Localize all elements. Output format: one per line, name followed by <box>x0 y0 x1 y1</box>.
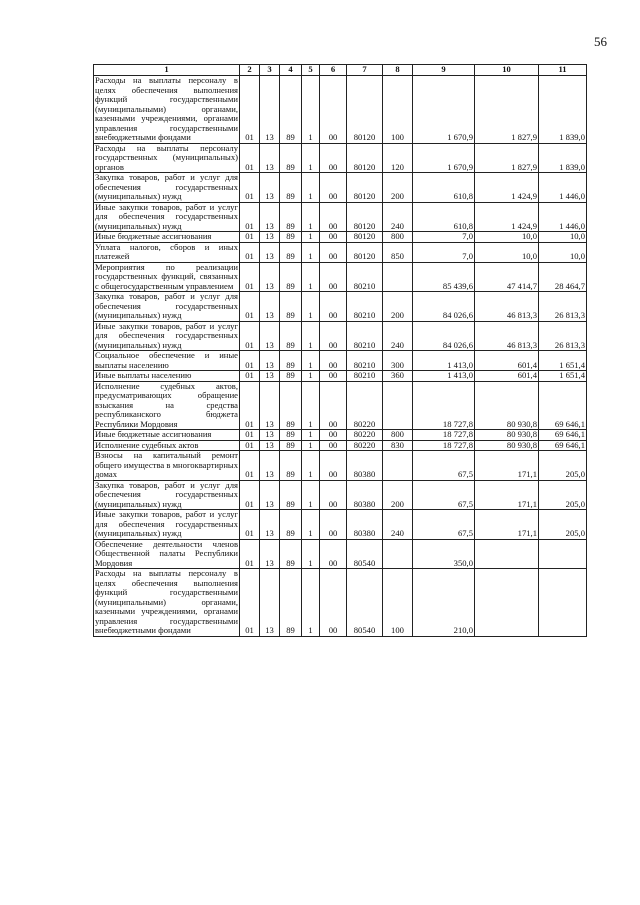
event-code-cell: 00 <box>320 143 347 173</box>
subprogram-code-cell: 1 <box>302 480 320 510</box>
amount-year2-cell: 80 930,8 <box>475 440 539 451</box>
expense-name-cell: Социальное обеспечение и иные выплаты населению <box>95 350 238 370</box>
amount-year3-cell: 26 813,3 <box>539 292 587 322</box>
expense-type-cell: 120 <box>383 143 413 173</box>
amount-year1-cell: 210,0 <box>413 569 475 637</box>
amount-year2-cell: 10,0 <box>475 232 539 243</box>
amount-year3-cell: 69 646,1 <box>539 430 587 441</box>
program-code-cell: 89 <box>280 143 302 173</box>
expense-type-cell: 800 <box>383 430 413 441</box>
direction-code-cell: 80380 <box>347 510 383 540</box>
direction-code-cell: 80380 <box>347 480 383 510</box>
column-header: 6 <box>320 65 347 76</box>
subsection-code-cell: 13 <box>260 292 280 322</box>
amount-year3-cell: 69 646,1 <box>539 440 587 451</box>
program-code-cell: 89 <box>280 569 302 637</box>
direction-code-cell: 80120 <box>347 76 383 144</box>
event-code-cell: 00 <box>320 202 347 232</box>
event-code-cell: 00 <box>320 232 347 243</box>
subprogram-code-cell: 1 <box>302 430 320 441</box>
section-code-cell: 01 <box>240 173 260 203</box>
direction-code-cell: 80220 <box>347 440 383 451</box>
program-code-cell: 89 <box>280 76 302 144</box>
column-header: 5 <box>302 65 320 76</box>
expense-type-cell: 200 <box>383 480 413 510</box>
event-code-cell: 00 <box>320 292 347 322</box>
expense-name-cell: Иные закупки товаров, работ и услуг для обеспечения государственных (муниципальных) нужд <box>95 321 238 350</box>
amount-year2-cell: 601,4 <box>475 351 539 371</box>
table-row <box>94 173 587 203</box>
program-code-cell: 89 <box>280 173 302 203</box>
table-row <box>94 569 587 637</box>
amount-year1-cell: 1 670,9 <box>413 143 475 173</box>
expense-name-cell: Иные выплаты населению <box>94 371 240 382</box>
table-row <box>94 451 587 481</box>
column-header: 4 <box>280 65 302 76</box>
table-row <box>94 371 587 382</box>
section-code-cell: 01 <box>240 242 260 262</box>
subsection-code-cell: 13 <box>260 430 280 441</box>
subprogram-code-cell: 1 <box>302 202 320 232</box>
amount-year2-cell: 1 827,9 <box>475 76 539 144</box>
amount-year2-cell: 46 813,3 <box>475 321 539 351</box>
table-row <box>94 480 587 510</box>
expense-name-cell: Обеспечение деятельности членов Общественной палаты Республики Мордовия <box>95 539 238 568</box>
section-code-cell: 01 <box>240 510 260 540</box>
program-code-cell: 89 <box>280 371 302 382</box>
section-code-cell: 01 <box>240 430 260 441</box>
event-code-cell: 00 <box>320 480 347 510</box>
amount-year3-cell: 69 646,1 <box>539 381 587 430</box>
amount-year2-cell: 171,1 <box>475 451 539 481</box>
subsection-code-cell: 13 <box>260 262 280 292</box>
expense-type-cell: 360 <box>383 371 413 382</box>
expense-type-cell <box>383 451 413 481</box>
amount-year2-cell: 46 813,3 <box>475 292 539 322</box>
amount-year2-cell: 601,4 <box>475 371 539 382</box>
amount-year1-cell: 18 727,8 <box>413 430 475 441</box>
expense-name-cell: Иные закупки товаров, работ и услуг для обеспечения государственных (муниципальных) нужд <box>95 202 238 231</box>
column-header: 11 <box>539 65 587 76</box>
amount-year2-cell <box>475 569 539 637</box>
subprogram-code-cell: 1 <box>302 371 320 382</box>
subprogram-code-cell: 1 <box>302 143 320 173</box>
amount-year3-cell <box>539 539 587 569</box>
event-code-cell: 00 <box>320 351 347 371</box>
section-code-cell: 01 <box>240 143 260 173</box>
table-row <box>94 539 587 569</box>
subprogram-code-cell: 1 <box>302 321 320 351</box>
subsection-code-cell: 13 <box>260 510 280 540</box>
subprogram-code-cell: 1 <box>302 292 320 322</box>
amount-year1-cell: 7,0 <box>413 232 475 243</box>
event-code-cell: 00 <box>320 371 347 382</box>
amount-year2-cell: 80 930,8 <box>475 381 539 430</box>
column-header: 1 <box>94 65 240 76</box>
amount-year3-cell: 1 839,0 <box>539 76 587 144</box>
amount-year1-cell: 1 413,0 <box>413 351 475 371</box>
subprogram-code-cell: 1 <box>302 173 320 203</box>
event-code-cell: 00 <box>320 440 347 451</box>
subsection-code-cell: 13 <box>260 321 280 351</box>
program-code-cell: 89 <box>280 430 302 441</box>
amount-year1-cell: 84 026,6 <box>413 321 475 351</box>
direction-code-cell: 80380 <box>347 451 383 481</box>
direction-code-cell: 80120 <box>347 202 383 232</box>
amount-year3-cell: 1 446,0 <box>539 173 587 203</box>
event-code-cell: 00 <box>320 539 347 569</box>
expense-type-cell <box>383 539 413 569</box>
amount-year2-cell: 1 827,9 <box>475 143 539 173</box>
amount-year1-cell: 67,5 <box>413 451 475 481</box>
direction-code-cell: 80120 <box>347 143 383 173</box>
table-row <box>94 202 587 232</box>
column-header: 9 <box>413 65 475 76</box>
direction-code-cell: 80220 <box>347 381 383 430</box>
expense-type-cell: 240 <box>383 321 413 351</box>
amount-year1-cell: 7,0 <box>413 242 475 262</box>
direction-code-cell: 80120 <box>347 173 383 203</box>
section-code-cell: 01 <box>240 292 260 322</box>
event-code-cell: 00 <box>320 381 347 430</box>
column-header: 10 <box>475 65 539 76</box>
subsection-code-cell: 13 <box>260 381 280 430</box>
amount-year2-cell: 80 930,8 <box>475 430 539 441</box>
subsection-code-cell: 13 <box>260 202 280 232</box>
amount-year1-cell: 67,5 <box>413 510 475 540</box>
event-code-cell: 00 <box>320 510 347 540</box>
program-code-cell: 89 <box>280 292 302 322</box>
expense-type-cell: 200 <box>383 173 413 203</box>
amount-year2-cell: 47 414,7 <box>475 262 539 292</box>
table-row <box>94 440 587 451</box>
expense-name-cell: Закупка товаров, работ и услуг для обеспечения государственных (муниципальных) нужд <box>95 480 238 509</box>
subsection-code-cell: 13 <box>260 371 280 382</box>
event-code-cell: 00 <box>320 76 347 144</box>
section-code-cell: 01 <box>240 480 260 510</box>
section-code-cell: 01 <box>240 371 260 382</box>
subsection-code-cell: 13 <box>260 173 280 203</box>
expense-name-cell: Мероприятия по реализации государственных функций, связанных с общегосударственным управлением <box>95 262 238 291</box>
amount-year3-cell: 1 651,4 <box>539 371 587 382</box>
direction-code-cell: 80210 <box>347 321 383 351</box>
amount-year1-cell: 1 670,9 <box>413 76 475 144</box>
program-code-cell: 89 <box>280 202 302 232</box>
amount-year2-cell: 171,1 <box>475 510 539 540</box>
subsection-code-cell: 13 <box>260 539 280 569</box>
program-code-cell: 89 <box>280 232 302 243</box>
expense-name-cell: Взносы на капитальный ремонт общего имущества в многоквартирных домах <box>95 450 238 479</box>
direction-code-cell: 80210 <box>347 371 383 382</box>
program-code-cell: 89 <box>280 321 302 351</box>
expense-name-cell: Уплата налогов, сборов и иных платежей <box>95 242 238 261</box>
subsection-code-cell: 13 <box>260 76 280 144</box>
expense-name-cell: Расходы на выплаты персоналу государственных (муниципальных) органов <box>95 143 238 172</box>
amount-year3-cell: 28 464,7 <box>539 262 587 292</box>
column-header: 7 <box>347 65 383 76</box>
table-row <box>94 262 587 292</box>
event-code-cell: 00 <box>320 242 347 262</box>
expense-name-cell: Иные закупки товаров, работ и услуг для обеспечения государственных (муниципальных) нужд <box>95 509 238 538</box>
table-row <box>94 430 587 441</box>
table-row <box>94 510 587 540</box>
event-code-cell: 00 <box>320 262 347 292</box>
direction-code-cell: 80220 <box>347 430 383 441</box>
section-code-cell: 01 <box>240 202 260 232</box>
event-code-cell: 00 <box>320 321 347 351</box>
amount-year1-cell: 610,8 <box>413 173 475 203</box>
expense-type-cell: 240 <box>383 202 413 232</box>
amount-year3-cell: 205,0 <box>539 451 587 481</box>
section-code-cell: 01 <box>240 440 260 451</box>
table-row <box>94 232 587 243</box>
event-code-cell: 00 <box>320 430 347 441</box>
amount-year1-cell: 1 413,0 <box>413 371 475 382</box>
amount-year1-cell: 85 439,6 <box>413 262 475 292</box>
subprogram-code-cell: 1 <box>302 262 320 292</box>
subsection-code-cell: 13 <box>260 232 280 243</box>
expense-name-cell: Закупка товаров, работ и услуг для обеспечения государственных (муниципальных) нужд <box>95 172 238 201</box>
page-number: 56 <box>594 34 607 49</box>
amount-year1-cell: 18 727,8 <box>413 381 475 430</box>
direction-code-cell: 80540 <box>347 539 383 569</box>
amount-year1-cell: 67,5 <box>413 480 475 510</box>
amount-year2-cell: 1 424,9 <box>475 202 539 232</box>
direction-code-cell: 80540 <box>347 569 383 637</box>
expense-type-cell: 800 <box>383 232 413 243</box>
column-header: 8 <box>383 65 413 76</box>
subsection-code-cell: 13 <box>260 242 280 262</box>
direction-code-cell: 80210 <box>347 351 383 371</box>
subsection-code-cell: 13 <box>260 143 280 173</box>
subsection-code-cell: 13 <box>260 440 280 451</box>
section-code-cell: 01 <box>240 262 260 292</box>
expense-type-cell <box>383 262 413 292</box>
section-code-cell: 01 <box>240 381 260 430</box>
expense-name-cell: Исполнение судебных актов <box>94 440 240 451</box>
program-code-cell: 89 <box>280 480 302 510</box>
expense-type-cell: 300 <box>383 351 413 371</box>
section-code-cell: 01 <box>240 232 260 243</box>
subsection-code-cell: 13 <box>260 569 280 637</box>
direction-code-cell: 80210 <box>347 262 383 292</box>
program-code-cell: 89 <box>280 539 302 569</box>
subprogram-code-cell: 1 <box>302 451 320 481</box>
expense-name-cell: Иные бюджетные ассигнования <box>94 430 240 441</box>
program-code-cell: 89 <box>280 381 302 430</box>
subprogram-code-cell: 1 <box>302 381 320 430</box>
amount-year2-cell: 10,0 <box>475 242 539 262</box>
section-code-cell: 01 <box>240 76 260 144</box>
table-row <box>94 321 587 351</box>
program-code-cell: 89 <box>280 451 302 481</box>
expense-name-cell: Расходы на выплаты персоналу в целях обеспечения выполнения функций государственными (муниципальными) органами, казенными учреждениями, органами управления государственными внебюджетными фондами <box>95 75 238 142</box>
table-row <box>94 351 587 371</box>
subprogram-code-cell: 1 <box>302 510 320 540</box>
program-code-cell: 89 <box>280 510 302 540</box>
program-code-cell: 89 <box>280 242 302 262</box>
subprogram-code-cell: 1 <box>302 539 320 569</box>
expense-type-cell: 240 <box>383 510 413 540</box>
amount-year1-cell: 350,0 <box>413 539 475 569</box>
amount-year3-cell: 1 446,0 <box>539 202 587 232</box>
expense-name-cell: Иные бюджетные ассигнования <box>94 232 240 243</box>
direction-code-cell: 80210 <box>347 292 383 322</box>
amount-year3-cell <box>539 569 587 637</box>
amount-year1-cell: 610,8 <box>413 202 475 232</box>
program-code-cell: 89 <box>280 262 302 292</box>
section-code-cell: 01 <box>240 451 260 481</box>
table-row <box>94 292 587 322</box>
amount-year1-cell: 84 026,6 <box>413 292 475 322</box>
subprogram-code-cell: 1 <box>302 569 320 637</box>
direction-code-cell: 80120 <box>347 242 383 262</box>
amount-year2-cell: 171,1 <box>475 480 539 510</box>
program-code-cell: 89 <box>280 440 302 451</box>
table-header-row <box>94 65 587 76</box>
table-row <box>94 143 587 173</box>
amount-year2-cell <box>475 539 539 569</box>
subprogram-code-cell: 1 <box>302 242 320 262</box>
expense-name-cell: Расходы на выплаты персоналу в целях обеспечения выполнения функций государственными (муниципальными) органами, казенными учреждениями, органами управления государственными внебюджетными фондами <box>95 568 238 635</box>
budget-table <box>93 64 587 637</box>
subprogram-code-cell: 1 <box>302 440 320 451</box>
subprogram-code-cell: 1 <box>302 351 320 371</box>
column-header: 2 <box>240 65 260 76</box>
section-code-cell: 01 <box>240 351 260 371</box>
expense-type-cell <box>383 381 413 430</box>
table-row <box>94 242 587 262</box>
expense-type-cell: 100 <box>383 76 413 144</box>
subsection-code-cell: 13 <box>260 480 280 510</box>
amount-year1-cell: 18 727,8 <box>413 440 475 451</box>
subprogram-code-cell: 1 <box>302 76 320 144</box>
amount-year3-cell: 1 651,4 <box>539 351 587 371</box>
section-code-cell: 01 <box>240 321 260 351</box>
amount-year2-cell: 1 424,9 <box>475 173 539 203</box>
expense-type-cell: 830 <box>383 440 413 451</box>
event-code-cell: 00 <box>320 569 347 637</box>
event-code-cell: 00 <box>320 173 347 203</box>
program-code-cell: 89 <box>280 351 302 371</box>
subprogram-code-cell: 1 <box>302 232 320 243</box>
expense-type-cell: 850 <box>383 242 413 262</box>
event-code-cell: 00 <box>320 451 347 481</box>
expense-name-cell: Исполнение судебных актов, предусматривающих обращение взыскания на средства республиканского бюджета Республики Мордовия <box>95 381 238 429</box>
column-header: 3 <box>260 65 280 76</box>
expense-type-cell: 100 <box>383 569 413 637</box>
table-body <box>94 76 587 637</box>
section-code-cell: 01 <box>240 569 260 637</box>
subsection-code-cell: 13 <box>260 451 280 481</box>
table-row <box>94 76 587 144</box>
amount-year3-cell: 10,0 <box>539 242 587 262</box>
amount-year3-cell: 26 813,3 <box>539 321 587 351</box>
amount-year3-cell: 1 839,0 <box>539 143 587 173</box>
expense-name-cell: Закупка товаров, работ и услуг для обеспечения государственных (муниципальных) нужд <box>95 291 238 320</box>
subsection-code-cell: 13 <box>260 351 280 371</box>
section-code-cell: 01 <box>240 539 260 569</box>
amount-year3-cell: 10,0 <box>539 232 587 243</box>
direction-code-cell: 80120 <box>347 232 383 243</box>
amount-year3-cell: 205,0 <box>539 480 587 510</box>
amount-year3-cell: 205,0 <box>539 510 587 540</box>
table-row <box>94 381 587 430</box>
expense-type-cell: 200 <box>383 292 413 322</box>
